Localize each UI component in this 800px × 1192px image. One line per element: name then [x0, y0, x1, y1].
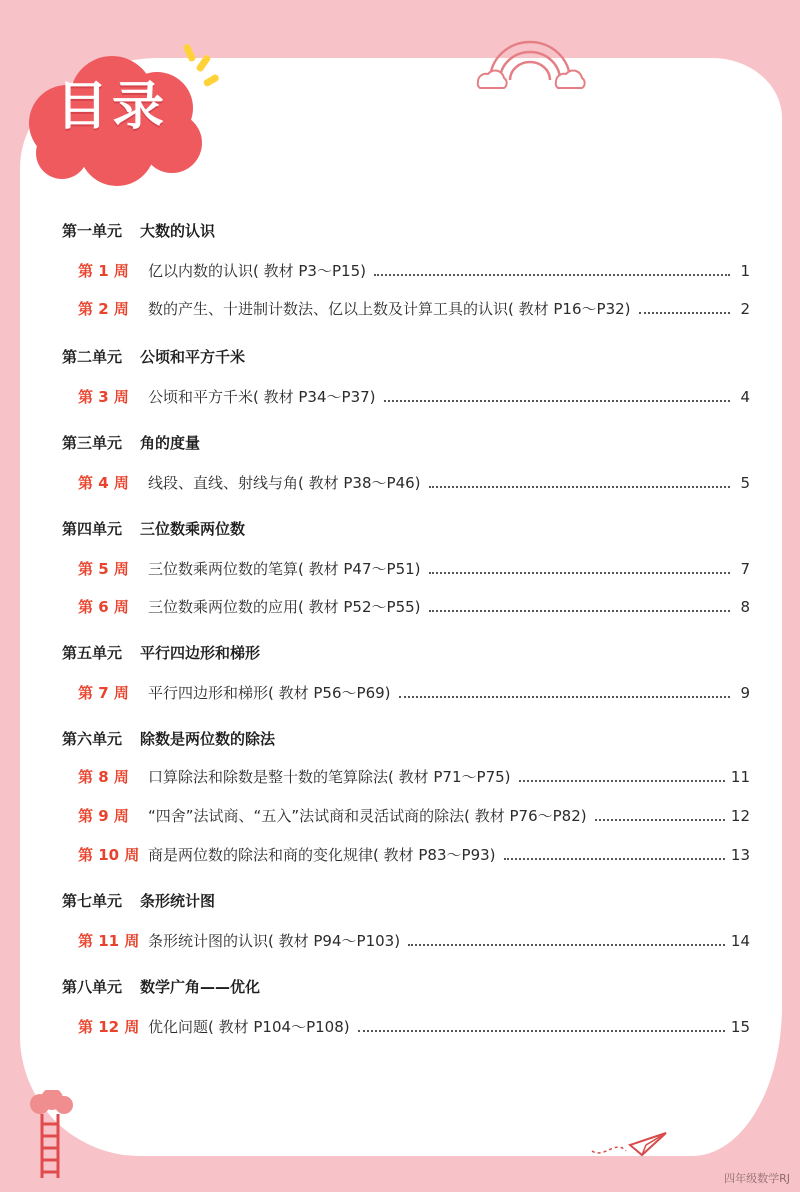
page-number: 5	[740, 474, 750, 492]
page-number: 9	[740, 684, 750, 702]
unit-name: 三位数乘两位数	[140, 520, 246, 538]
toc-entry-week-7[interactable]	[78, 682, 750, 704]
week-title: 亿以内数的认识( 教材 P3～P15)	[148, 262, 366, 280]
week-label: 第 11 周	[78, 932, 140, 950]
toc-entry-week-2[interactable]	[78, 298, 750, 320]
dot-leader	[358, 1029, 725, 1032]
unit-name: 除数是两位数的除法	[140, 730, 276, 748]
week-label: 第 12 周	[78, 1018, 140, 1036]
unit-name: 公顷和平方千米	[140, 348, 246, 366]
unit-6	[62, 728, 275, 749]
week-title: 条形统计图的认识( 教材 P94～P103)	[148, 932, 401, 950]
week-label: 第 7 周	[78, 684, 129, 702]
unit-5	[62, 642, 260, 663]
week-title: 平行四边形和梯形( 教材 P56～P69)	[148, 684, 391, 702]
page-number: 14	[730, 932, 750, 950]
week-label: 第 4 周	[78, 474, 129, 492]
week-label: 第 8 周	[78, 768, 129, 786]
unit-label: 第四单元	[62, 520, 123, 538]
dot-leader	[384, 399, 730, 402]
dot-leader	[429, 485, 730, 488]
week-label: 第 10 周	[78, 846, 140, 864]
toc-entry-week-12[interactable]	[78, 1016, 750, 1038]
week-title: 口算除法和除数是整十数的笔算除法( 教材 P71～P75)	[148, 768, 511, 786]
unit-1	[62, 220, 215, 241]
page-number: 1	[740, 262, 750, 280]
toc-entry-week-10[interactable]	[78, 844, 750, 866]
unit-8	[62, 976, 260, 997]
unit-name: 大数的认识	[140, 222, 216, 240]
unit-7	[62, 890, 215, 911]
page-number: 7	[740, 560, 750, 578]
page-number: 13	[730, 846, 750, 864]
week-title: 商是两位数的除法和商的变化规律( 教材 P83～P93)	[148, 846, 496, 864]
unit-label: 第一单元	[62, 222, 123, 240]
toc-entry-week-9[interactable]	[78, 805, 750, 827]
unit-name: 条形统计图	[140, 892, 216, 910]
toc-entry-week-1[interactable]	[78, 260, 750, 282]
week-label: 第 9 周	[78, 807, 129, 825]
page-number: 4	[740, 388, 750, 406]
dot-leader	[519, 779, 725, 782]
dot-leader	[408, 943, 725, 946]
dot-leader	[504, 857, 725, 860]
unit-label: 第二单元	[62, 348, 123, 366]
dot-leader	[595, 818, 725, 821]
page-number: 12	[730, 807, 750, 825]
week-title: “四舍”法试商、“五入”法试商和灵活试商的除法( 教材 P76～P82)	[148, 807, 587, 825]
unit-name: 角的度量	[140, 434, 201, 452]
unit-label: 第五单元	[62, 644, 123, 662]
unit-name: 数学广角——优化	[140, 978, 261, 996]
week-label: 第 2 周	[78, 300, 129, 318]
week-title: 公顷和平方千米( 教材 P34～P37)	[148, 388, 376, 406]
toc-entry-week-3[interactable]	[78, 386, 750, 408]
dot-leader	[399, 695, 730, 698]
toc-entry-week-4[interactable]	[78, 472, 750, 494]
dot-leader	[429, 609, 730, 612]
unit-name: 平行四边形和梯形	[140, 644, 261, 662]
unit-label: 第八单元	[62, 978, 123, 996]
page-number: 2	[740, 300, 750, 318]
week-title: 优化问题( 教材 P104～P108)	[148, 1018, 350, 1036]
week-title: 三位数乘两位数的笔算( 教材 P47～P51)	[148, 560, 421, 578]
unit-3	[62, 432, 200, 453]
toc-entry-week-5[interactable]	[78, 558, 750, 580]
unit-4	[62, 518, 245, 539]
week-title: 线段、直线、射线与角( 教材 P38～P46)	[148, 474, 421, 492]
toc-entry-week-11[interactable]	[78, 930, 750, 952]
unit-label: 第六单元	[62, 730, 123, 748]
dot-leader	[429, 571, 730, 574]
week-title: 三位数乘两位数的应用( 教材 P52～P55)	[148, 598, 421, 616]
unit-label: 第七单元	[62, 892, 123, 910]
week-label: 第 6 周	[78, 598, 129, 616]
page-number: 11	[730, 768, 750, 786]
footer-grade-label: 四年级数学RJ	[724, 1172, 790, 1185]
page-number: 8	[740, 598, 750, 616]
week-label: 第 1 周	[78, 262, 129, 280]
unit-label: 第三单元	[62, 434, 123, 452]
toc-entry-week-8[interactable]	[78, 766, 750, 788]
week-label: 第 5 周	[78, 560, 129, 578]
toc-entry-week-6[interactable]	[78, 596, 750, 618]
week-label: 第 3 周	[78, 388, 129, 406]
page-number: 15	[730, 1018, 750, 1036]
page-title: 目录	[56, 77, 169, 137]
week-title: 数的产生、十进制计数法、亿以上数及计算工具的认识( 教材 P16～P32)	[148, 300, 631, 318]
dot-leader	[639, 311, 730, 314]
unit-2	[62, 346, 245, 367]
dot-leader	[374, 273, 730, 276]
